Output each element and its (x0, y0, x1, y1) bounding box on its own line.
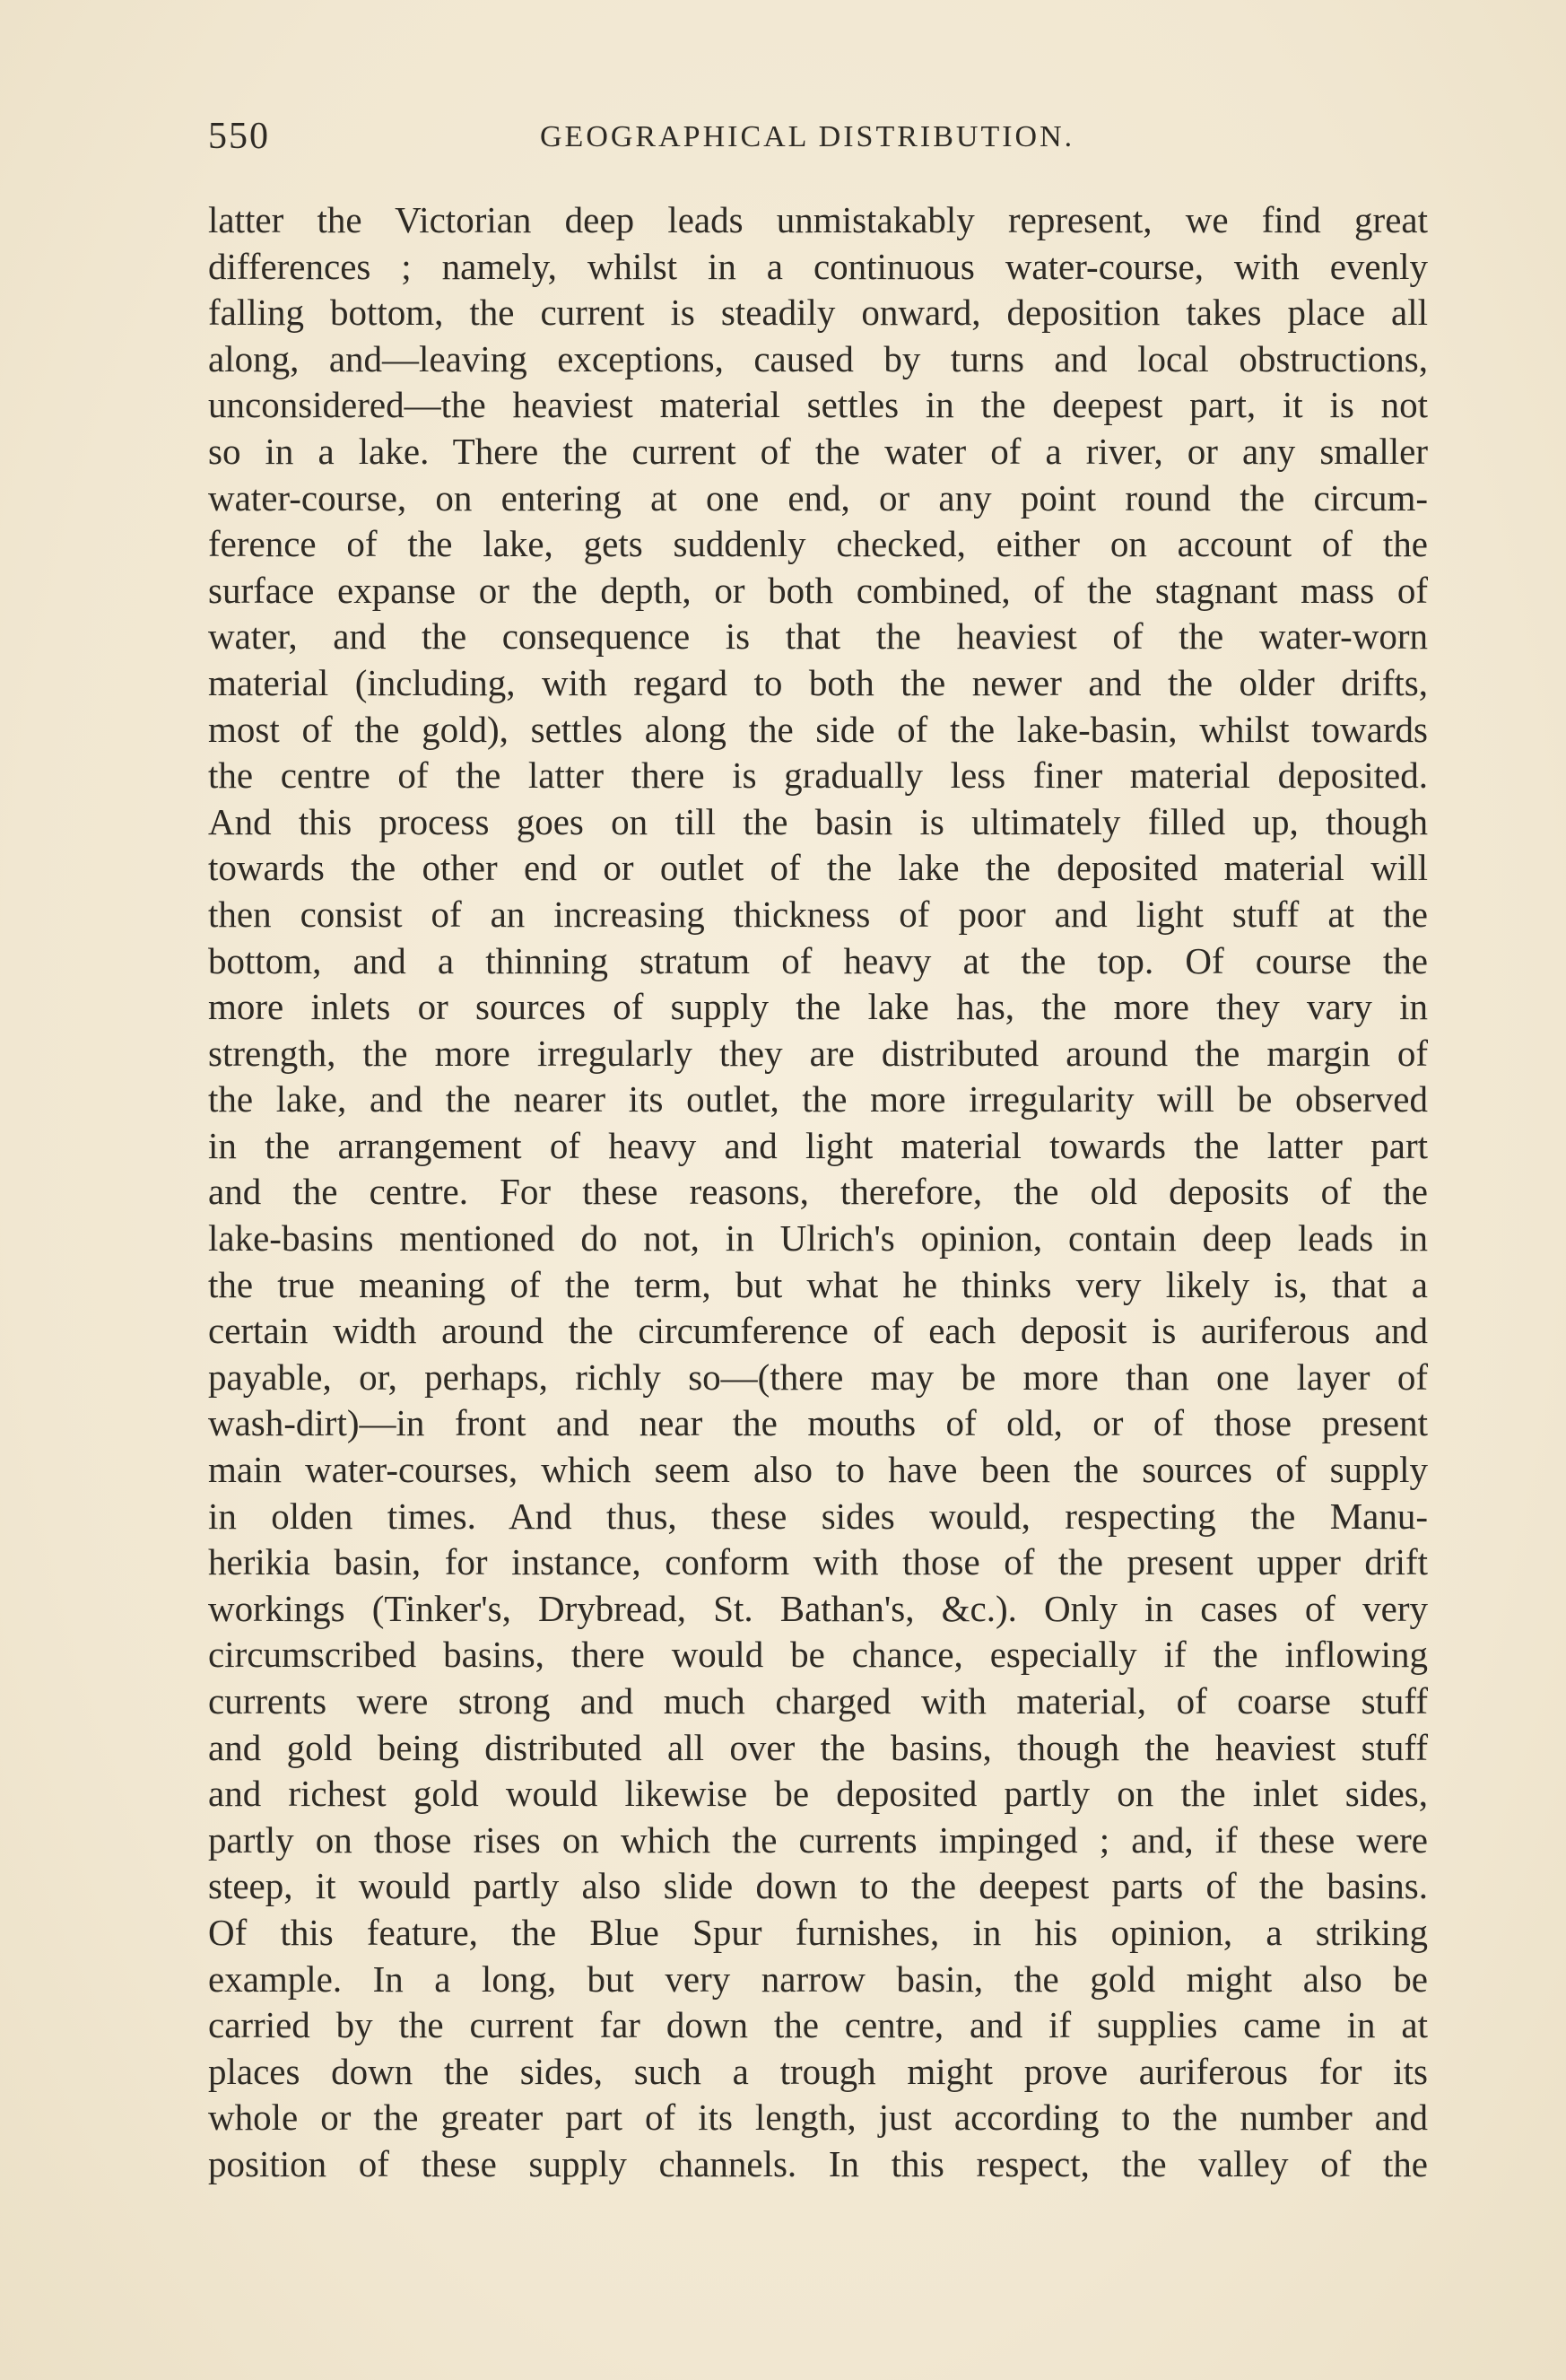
text-line: falling bottom, the current is steadily onward, deposition takes place all (208, 292, 1428, 334)
text-line: herikia basin, for instance, conform with those of the present upper drift (208, 1541, 1428, 1583)
text-line: example. In a long, but very narrow basin, the gold might also be (208, 1957, 1428, 2000)
text-line: ference of the lake, gets suddenly checked, either on account of the (208, 523, 1428, 565)
text-line: currents were strong and much charged with material, of coarse stuff (208, 1680, 1428, 1722)
text-line: water, and the consequence is that the heaviest of the water-worn (208, 615, 1428, 658)
text-line: more inlets or sources of supply the lake has, the more they vary in (208, 986, 1428, 1028)
text-line: the centre of the latter there is gradually less finer material deposited. (208, 754, 1428, 797)
running-head-title: GEOGRAPHICAL DISTRIBUTION. (540, 120, 1075, 153)
text-line: wash-dirt)—in front and near the mouths of old, or of those present (208, 1402, 1428, 1444)
text-line: so in a lake. There the current of the water of a river, or any smaller (208, 430, 1428, 472)
text-line: steep, it would partly also slide down to the deepest parts of the basins. (208, 1865, 1428, 1907)
text-line: partly on those rises on which the currents impinged ; and, if these were (208, 1818, 1428, 1861)
text-line: water-course, on entering at one end, or any point round the circum- (208, 476, 1428, 519)
text-line: circumscribed basins, there would be chance, especially if the inflowing (208, 1634, 1428, 1676)
text-line: carried by the current far down the centre, and if supplies came in at (208, 2004, 1428, 2046)
text-line: whole or the greater part of its length, just according to the number and (208, 2097, 1428, 2139)
text-line: unconsidered—the heaviest material settles in the deepest part, it is not (208, 384, 1428, 426)
text-line: differences ; namely, whilst in a continuous water-course, with evenly (208, 245, 1428, 287)
text-line: lake-basins mentioned do not, in Ulrich's opinion, contain deep leads in (208, 1217, 1428, 1260)
text-line: most of the gold), settles along the side of the lake-basin, whilst towards (208, 708, 1428, 750)
text-line: bottom, and a thinning stratum of heavy at the top. Of course the (208, 939, 1428, 981)
text-line: and the centre. For these reasons, therefore, the old deposits of the (208, 1171, 1428, 1213)
text-line: in the arrangement of heavy and light material towards the latter part (208, 1124, 1428, 1166)
page-number: 550 (208, 116, 270, 157)
body-text (208, 197, 1428, 2188)
text-line: And this process goes on till the basin is ultimately filled up, though (208, 800, 1428, 842)
text-line: surface expanse or the depth, or both combined, of the stagnant mass of (208, 569, 1428, 611)
text-line: workings (Tinker's, Drybread, St. Bathan's, &c.). Only in cases of very (208, 1587, 1428, 1629)
text-line: Of this feature, the Blue Spur furnishes, in his opinion, a striking (208, 1911, 1428, 1953)
text-line: main water-courses, which seem also to have been the sources of supply (208, 1449, 1428, 1491)
running-head (208, 115, 1428, 169)
text-line: payable, or, perhaps, richly so—(there may be more than one layer of (208, 1356, 1428, 1398)
text-line: in olden times. And thus, these sides would, respecting the Manu- (208, 1495, 1428, 1537)
text-line: towards the other end or outlet of the lake the deposited material will (208, 847, 1428, 889)
text-line: material (including, with regard to both the newer and the older drifts, (208, 661, 1428, 703)
text-line: places down the sides, such a trough might prove auriferous for its (208, 2050, 1428, 2092)
text-line: position of these supply channels. In this respect, the valley of the (208, 2142, 1428, 2184)
text-line: the true meaning of the term, but what he thinks very likely is, that a (208, 1263, 1428, 1305)
text-line: the lake, and the nearer its outlet, the more irregularity will be observed (208, 1078, 1428, 1120)
text-line: latter the Victorian deep leads unmistakably represent, we find great (208, 199, 1428, 240)
text-line: and gold being distributed all over the basins, though the heaviest stuff (208, 1726, 1428, 1768)
text-line: and richest gold would likewise be deposited partly on the inlet sides, (208, 1773, 1428, 1815)
text-line: strength, the more irregularly they are distributed around the margin of (208, 1032, 1428, 1074)
text-line: then consist of an increasing thickness of poor and light stuff at the (208, 893, 1428, 935)
text-line: along, and—leaving exceptions, caused by turns and local obstructions, (208, 337, 1428, 379)
text-line: certain width around the circumference of each deposit is auriferous and (208, 1310, 1428, 1352)
